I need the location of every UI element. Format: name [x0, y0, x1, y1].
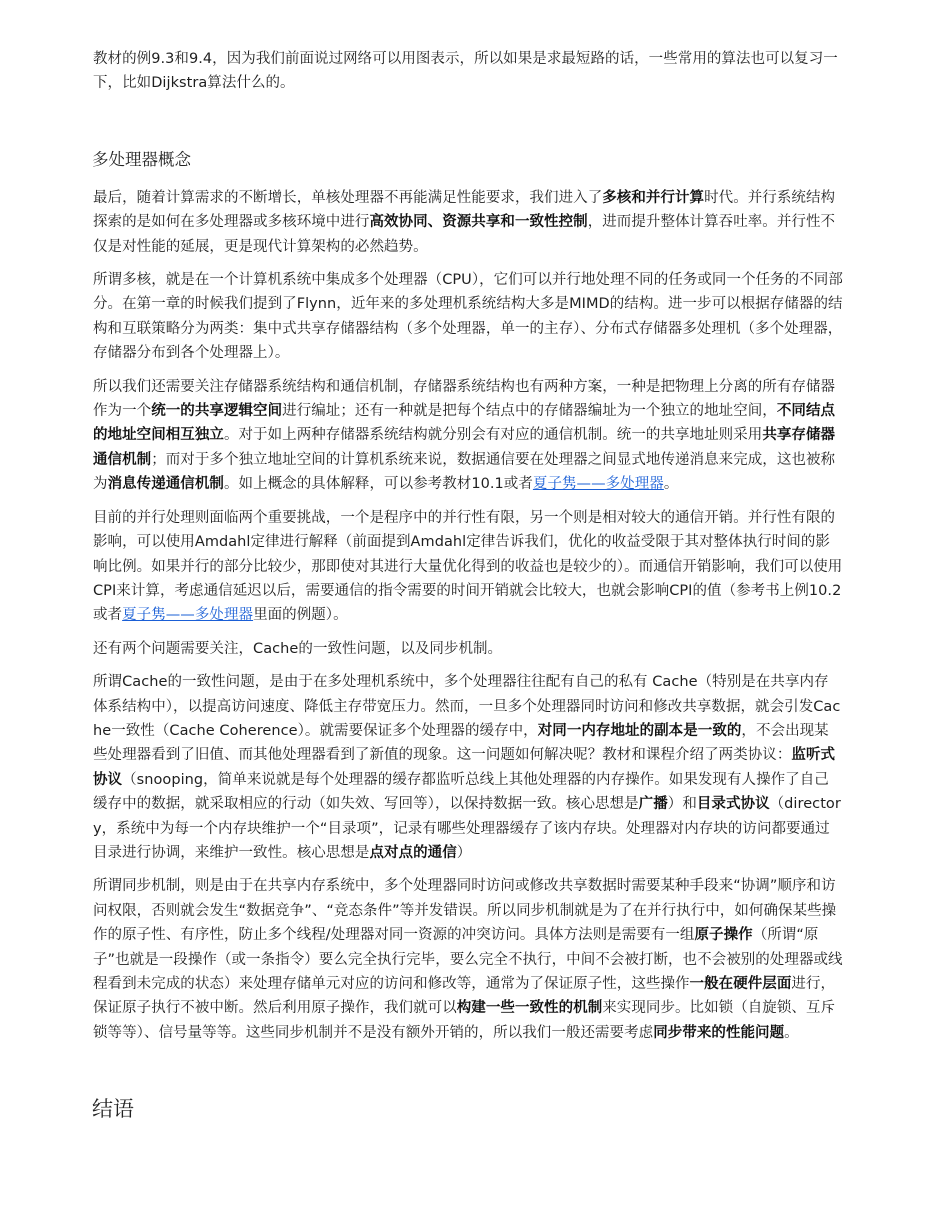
bold-phrase: 多核和并行计算 — [602, 189, 705, 206]
text-run: 里面的例题）。 — [253, 607, 348, 624]
text-run: 最后，随着计算需求的不断增长，单核处理器不再能满足性能要求，我们进入了 — [93, 189, 603, 206]
bold-phrase: 统一的共享逻辑空间 — [151, 403, 283, 420]
text-run: （directory，系统中为每一个内存块维护一个“目录项”，记录有哪些处理器缓存了该内存块。处理器对内存块的访问都要通过目录进行协调，来维护一致性。核心思想是 — [93, 796, 841, 861]
text-run: 进行，保证原子执行不被中断。然后利用原子操作，我们就可以 — [93, 976, 836, 1017]
paragraph-parallel-challenges — [93, 506, 843, 628]
bold-phrase: 原子操作 — [694, 927, 753, 944]
bold-phrase: 消息传递通信机制 — [107, 476, 224, 493]
text-run: 所以我们还需要关注存储器系统结构和通信机制，存储器系统结构也有两种方案，一种是把物理上分离的所有存储器作为一个 — [93, 378, 836, 420]
text-run: ，进而提升整体计算吞吐率。并行性不仅是对性能的延展，更是现代计算架构的必然趋势。 — [93, 214, 836, 255]
paragraph-multicore-definition: 所谓多核，就是在一个计算机系统中集成多个处理器（CPU），它们可以并行地处理不同的任务或同一个任务的不同部分。在第一章的时候我们提到了Flynn，近年来的多处理机系统结构大多是MIMD的结构。进一步可以根据存储器的结构和互联策略分为两类：集中式共享存储器结构（多个处理器，单一的主存）、分布式存储器多处理机（多个处理器，存储器分布到各个处理器上）。 — [93, 272, 843, 362]
bold-phrase: 目录式协议 — [696, 796, 770, 813]
text-run: （snooping，简单来说就是每个处理器的缓存都监听总线上其他处理器的内存操作。如果发现有人操作了自己缓存中的数据，就采取相应的行动（如失效、写回等），以保持数据一致。核心思想是 — [93, 771, 829, 813]
bold-phrase: 构建一些一致性的机制 — [456, 1000, 603, 1017]
text-run: 。 — [663, 476, 679, 493]
section-heading-multiprocessor: 多处理器概念 — [92, 149, 191, 169]
section-heading-conclusion: 结语 — [92, 1097, 134, 1122]
bold-phrase: 广播 — [638, 796, 668, 813]
intro-paragraph: 教材的例9.3和9.4，因为我们前面说过网络可以用图表示，所以如果是求最短路的话，一些常用的算法也可以复习一下，比如Dijkstra算法什么的。 — [93, 51, 838, 92]
multiprocessor-reference-link[interactable]: 夏子隽——多处理器 — [532, 476, 664, 493]
bold-phrase: 共享存储器通信机制 — [93, 427, 836, 468]
text-run: ；而对于多个独立地址空间的计算机系统来说，数据通信要在处理器之间显式地传递消息来完成，这也被称为 — [93, 451, 836, 493]
text-run: 所谓Cache的一致性问题，是由于在多处理机系统中，多个处理器往往配有自己的私有 Cache（特别是在共享内存体系结构中），以提高访问速度、降低主存带宽压力。然而，一旦多个处理器同时访问和修改共享数据，就会引发Cache一致性（Cache Coherence）。就需要保证多个处理器的缓存中， — [93, 674, 841, 739]
text-run: ） — [456, 844, 472, 861]
text-run: 目前的并行处理则面临两个重要挑战，一个是程序中的并行性有限，另一个则是相对较大的通信开销。并行性有限的影响，可以使用Amdahl定律进行解释（前面提到Amdahl定律告诉我们，优化的收益受限于其对整体执行时间的影响比例。如果并行的部分比较少，那即使对其进行大量优化得到的收益也是较少的）。而通信开销影响，我们可以使用CPI来计算，考虑通信延迟以后，需要通信的指令需要的时间开销就会比较大，也就会影响CPI的值（参考书上例10.2或者 — [93, 509, 843, 624]
bold-phrase: 对同一内存地址的副本是一致的 — [537, 722, 742, 739]
text-run: 。对于如上两种存储器系统结构就分别会有对应的通信机制。统一的共享地址则采用 — [223, 427, 763, 444]
multiprocessor-reference-link[interactable]: 夏子隽——多处理器 — [122, 607, 254, 624]
bold-phrase: 高效协同、资源共享和一致性控制 — [369, 214, 588, 231]
text-run: 所谓同步机制，则是由于在共享内存系统中，多个处理器同时访问或修改共享数据时需要某种手段来“协调”顺序和访问权限，否则就会发生“数据竞争”、“竞态条件”等并发错误。所以同步机制就是为了在并行执行中，如何确保某些操作的原子性、有序性，防止多个线程/处理器对同一资源的冲突访问。具体方法则是需要有一组 — [93, 878, 837, 944]
text-run: 。 — [784, 1024, 799, 1041]
text-run: ，不会出现某些处理器看到了旧值、而其他处理器看到了新值的现象。这一问题如何解决呢？教材和课程介绍了两类协议： — [93, 722, 829, 764]
bold-phrase: 监听式协议 — [93, 747, 836, 788]
text-run: 时代。并行系统结构探索的是如何在多处理器或多核环境中进行 — [93, 189, 836, 231]
paragraph-two-issues: 还有两个问题需要关注，Cache的一致性问题，以及同步机制。 — [93, 640, 503, 657]
text-run: 来实现同步。比如锁（自旋锁、互斥锁等等）、信号量等等。这些同步机制并不是没有额外开销的，所以我们一般还需要考虑 — [93, 1000, 836, 1041]
paragraph-memory-structure — [93, 375, 843, 497]
paragraph-multicore-era — [93, 186, 843, 259]
text-run: （所谓“原子”也就是一段操作（或一条指令）要么完全执行完毕，要么完全不执行，中间不会被打断，也不会被别的处理器或线程看到未完成的状态）来处理存储单元对应的访问和修改等，通常为了保证原子性，这些操作 — [93, 927, 843, 992]
article-body — [93, 47, 843, 1124]
bold-phrase: 不同结点的地址空间相互独立 — [93, 403, 836, 444]
text-run: 。如上概念的具体解释，可以参考教材10.1或者 — [223, 476, 533, 493]
bold-phrase: 一般在硬件层面 — [689, 976, 792, 992]
paragraph-cache-coherence — [93, 670, 843, 865]
bold-phrase: 同步带来的性能问题 — [653, 1024, 785, 1041]
bold-phrase: 点对点的通信 — [369, 844, 457, 861]
paragraph-synchronization — [93, 874, 843, 1045]
text-run: 进行编址；还有一种就是把每个结点中的存储器编址为一个独立的地址空间， — [282, 403, 777, 420]
text-run: ）和 — [667, 796, 697, 813]
